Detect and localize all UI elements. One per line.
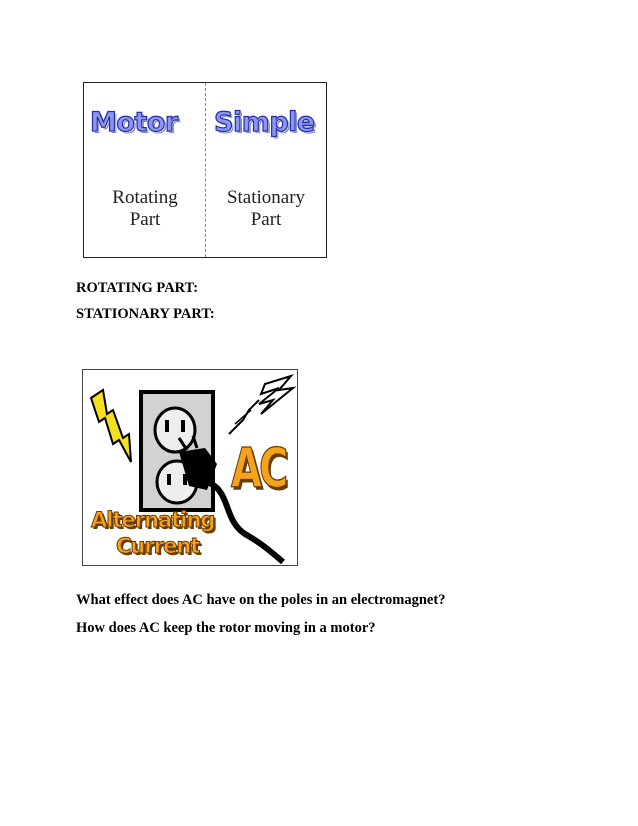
current-label: Current <box>116 534 200 558</box>
rotating-label-line1: Rotating <box>112 187 178 208</box>
alternating-current-illustration <box>82 369 298 566</box>
ac-rotor-question: How does AC keep the rotor moving in a motor? <box>76 620 376 636</box>
ac-label: AC <box>231 438 286 501</box>
rotating-part-heading: ROTATING PART: <box>76 280 199 296</box>
rotating-label-line2: Part <box>129 209 161 230</box>
fold-divider <box>205 83 206 257</box>
ac-effect-question: What effect does AC have on the poles in an electromagnet? <box>76 592 446 608</box>
title-motor: Motor <box>90 107 178 138</box>
stationary-label-line2: Part <box>250 209 282 230</box>
rotating-part-label <box>90 187 200 231</box>
lightning-bolt-left-icon <box>91 390 131 462</box>
stationary-label-line1: Stationary <box>226 187 306 208</box>
stationary-part-label <box>211 187 321 231</box>
socket-upper-icon <box>155 408 195 452</box>
motor-simple-foldable <box>83 82 327 258</box>
alternating-label: Alternating <box>91 508 215 532</box>
lightning-bolt-right-icon <box>259 376 293 414</box>
title-simple: Simple <box>214 107 315 138</box>
stationary-part-heading: STATIONARY PART: <box>76 306 215 322</box>
